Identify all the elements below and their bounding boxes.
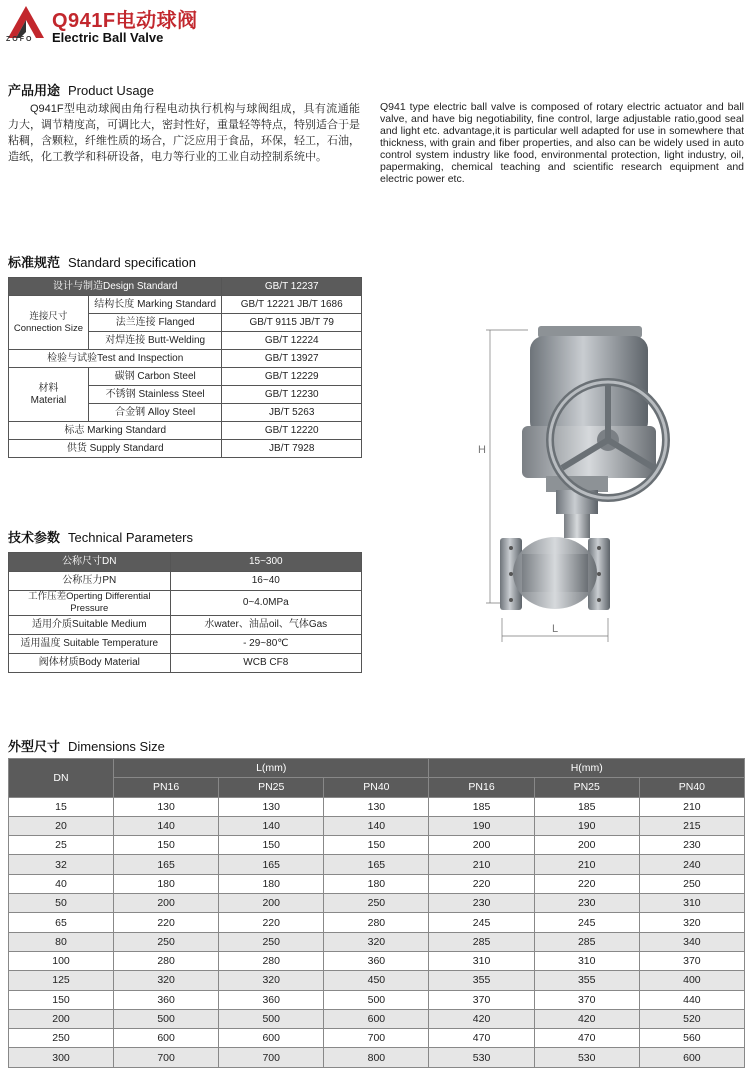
dimension-cell: 210 (429, 855, 534, 874)
test-value: GB/T 13927 (222, 350, 362, 368)
dimension-cell: 185 (534, 797, 639, 816)
dn-cell: 25 (9, 836, 114, 855)
table-row (9, 951, 745, 970)
tech-label: 公称压力PN (9, 572, 171, 591)
material-label: 材料 Material (9, 368, 89, 422)
dn-cell: 100 (9, 951, 114, 970)
usage-text-cn: Q941F型电动球阀由角行程电动执行机构与球阀组成，具有流通能力大，调节精度高，可调比大，密封性好，重量轻等特点，特别适合于是粘稠，含颗粒，纤维性质的场合，广泛应用于食品，环保，轻工，石油，造纸，化工教学和科研设备，电力等行业的工业自动控制系统中。 (8, 103, 360, 163)
dimensions-heading: 外型尺寸 Dimensions Size (8, 739, 165, 754)
dimension-cell: 245 (429, 913, 534, 932)
dimension-cell: 220 (429, 874, 534, 893)
tech-value: 水water、油品oil、气体Gas (170, 616, 361, 635)
conn-row-value: GB/T 12221 JB/T 1686 (222, 296, 362, 314)
dimension-cell: 245 (534, 913, 639, 932)
dimension-cell: 130 (219, 797, 324, 816)
dimension-cell: 530 (429, 1048, 534, 1067)
dimension-cell: 215 (639, 816, 744, 835)
dimension-cell: 165 (219, 855, 324, 874)
dimension-cell: 140 (114, 816, 219, 835)
dn-cell: 15 (9, 797, 114, 816)
table-row (9, 816, 745, 835)
table-row (9, 654, 362, 673)
dimension-cell: 150 (114, 836, 219, 855)
dimension-cell: 285 (429, 932, 534, 951)
dimension-cell: 140 (324, 816, 429, 835)
table-row (9, 1048, 745, 1067)
dimension-cell: 130 (114, 797, 219, 816)
table-row (9, 797, 745, 816)
dimension-cell: 210 (639, 797, 744, 816)
dimension-cell: 420 (534, 1009, 639, 1028)
dn-cell: 300 (9, 1048, 114, 1067)
dimension-cell: 700 (114, 1048, 219, 1067)
dn-cell: 200 (9, 1009, 114, 1028)
tech-label: 适用温度 Suitable Temperature (9, 635, 171, 654)
dimension-cell: 310 (534, 951, 639, 970)
dimension-cell: 230 (534, 894, 639, 913)
table-row (9, 296, 362, 314)
dimension-cell: 600 (324, 1009, 429, 1028)
table-row (9, 913, 745, 932)
dimension-cell: 320 (219, 971, 324, 990)
tech-value: WCB CF8 (170, 654, 361, 673)
dimension-cell: 165 (114, 855, 219, 874)
dimension-cell: 500 (324, 990, 429, 1009)
dimension-cell: 360 (114, 990, 219, 1009)
page-subtitle: Electric Ball Valve (52, 30, 164, 45)
table-row (9, 855, 745, 874)
dimension-cell: 310 (639, 894, 744, 913)
standard-table (8, 277, 362, 458)
dimension-cell: 560 (639, 1029, 744, 1048)
dimension-cell: 130 (324, 797, 429, 816)
standard-heading: 标准规范 Standard specification (8, 255, 196, 270)
dimension-cell: 185 (429, 797, 534, 816)
dimension-cell: 370 (429, 990, 534, 1009)
material-row-value: GB/T 12230 (222, 386, 362, 404)
tech-value: 15~300 (170, 553, 361, 572)
tech-value: 0~4.0MPa (170, 591, 361, 616)
dimension-cell: 340 (639, 932, 744, 951)
dimension-cell: 190 (534, 816, 639, 835)
dimension-cell: 600 (219, 1029, 324, 1048)
dimension-cell: 370 (534, 990, 639, 1009)
dimension-cell: 180 (114, 874, 219, 893)
dimension-cell: 310 (429, 951, 534, 970)
dimension-cell: 500 (114, 1009, 219, 1028)
conn-row-value: GB/T 12224 (222, 332, 362, 350)
dimension-cell: 355 (534, 971, 639, 990)
supply-label: 供货 Supply Standard (9, 440, 222, 458)
dimension-cell: 220 (219, 913, 324, 932)
dimension-cell: 600 (639, 1048, 744, 1067)
dimensions-table (8, 758, 745, 1068)
conn-label: 连接尺寸 Connection Size (9, 296, 89, 350)
table-subheader-row (9, 778, 745, 797)
tech-value: 16~40 (170, 572, 361, 591)
tech-label: 公称尺寸DN (9, 553, 171, 572)
dimension-cell: 200 (534, 836, 639, 855)
dimension-cell: 370 (639, 951, 744, 970)
dimension-cell: 165 (324, 855, 429, 874)
tech-label: 适用介质Suitable Medium (9, 616, 171, 635)
dimension-cell: 280 (219, 951, 324, 970)
material-row-label: 不锈钢 Stainless Steel (88, 386, 222, 404)
dimension-cell: 420 (429, 1009, 534, 1028)
table-row (9, 368, 362, 386)
material-row-value: GB/T 12229 (222, 368, 362, 386)
dimension-cell: 150 (219, 836, 324, 855)
table-row (9, 932, 745, 951)
dn-cell: 150 (9, 990, 114, 1009)
dimension-cell: 530 (534, 1048, 639, 1067)
dimension-cell: 320 (324, 932, 429, 951)
tech-label: 工作压差Operting Differential Pressure (9, 591, 171, 616)
conn-row-label: 法兰连接 Flanged (88, 314, 222, 332)
dimension-cell: 360 (219, 990, 324, 1009)
pn-header: PN25 (219, 778, 324, 797)
dimension-cell: 250 (114, 932, 219, 951)
dimension-cell: 320 (114, 971, 219, 990)
dimension-cell: 250 (324, 894, 429, 913)
mark-label: 标志 Marking Standard (9, 422, 222, 440)
dimension-cell: 500 (219, 1009, 324, 1028)
table-row (9, 990, 745, 1009)
dimension-cell: 220 (534, 874, 639, 893)
pn-header: PN40 (639, 778, 744, 797)
dimension-cell: 220 (114, 913, 219, 932)
dimension-cell: 700 (219, 1048, 324, 1067)
dimension-cell: 470 (534, 1029, 639, 1048)
table-row (9, 874, 745, 893)
conn-row-label: 对焊连接 Butt-Welding (88, 332, 222, 350)
dimension-cell: 800 (324, 1048, 429, 1067)
table-row (9, 553, 362, 572)
dimension-cell: 320 (639, 913, 744, 932)
material-row-label: 合金钢 Alloy Steel (88, 404, 222, 422)
l-dimension-label: L (552, 623, 559, 635)
tech-heading: 技术参数 Technical Parameters (8, 530, 194, 545)
dn-cell: 250 (9, 1029, 114, 1048)
table-row (9, 616, 362, 635)
tech-value: - 29~80℃ (170, 635, 361, 654)
h-dimension-label: H (478, 444, 486, 456)
dn-cell: 50 (9, 894, 114, 913)
material-row-value: JB/T 5263 (222, 404, 362, 422)
table-row (9, 422, 362, 440)
dimension-cell: 230 (429, 894, 534, 913)
dimension-cell: 140 (219, 816, 324, 835)
table-row (9, 1029, 745, 1048)
table-row (9, 635, 362, 654)
dimension-cell: 280 (324, 913, 429, 932)
dimension-cell: 470 (429, 1029, 534, 1048)
dimension-cell: 250 (639, 874, 744, 893)
dn-cell: 80 (9, 932, 114, 951)
dn-cell: 125 (9, 971, 114, 990)
pn-header: PN16 (429, 778, 534, 797)
test-label: 检验与试验Test and Inspection (9, 350, 222, 368)
dimension-cell: 400 (639, 971, 744, 990)
dimension-cell: 700 (324, 1029, 429, 1048)
h-header: H(mm) (429, 759, 745, 778)
dimension-cell: 600 (114, 1029, 219, 1048)
tech-label: 阀体材质Body Material (9, 654, 171, 673)
table-row (9, 894, 745, 913)
dimension-cell: 360 (324, 951, 429, 970)
pn-header: PN40 (324, 778, 429, 797)
table-row (9, 591, 362, 616)
dimension-cell: 200 (429, 836, 534, 855)
table-row (9, 350, 362, 368)
table-row (9, 1009, 745, 1028)
dn-cell: 40 (9, 874, 114, 893)
page-title: Q941F电动球阀 (52, 10, 198, 32)
dimension-cell: 520 (639, 1009, 744, 1028)
valve-drawing (460, 318, 750, 650)
table-row (9, 971, 745, 990)
pn-header: PN16 (114, 778, 219, 797)
dimension-cell: 210 (534, 855, 639, 874)
mark-value: GB/T 12220 (222, 422, 362, 440)
dimension-cell: 200 (114, 894, 219, 913)
l-header: L(mm) (114, 759, 429, 778)
table-row (9, 572, 362, 591)
dn-cell: 65 (9, 913, 114, 932)
dimension-cell: 150 (324, 836, 429, 855)
dimension-cell: 240 (639, 855, 744, 874)
table-row (9, 278, 362, 296)
conn-row-value: GB/T 9115 JB/T 79 (222, 314, 362, 332)
dn-cell: 20 (9, 816, 114, 835)
dimension-cell: 200 (219, 894, 324, 913)
table-header-row (9, 759, 745, 778)
pn-header: PN25 (534, 778, 639, 797)
usage-text-en: Q941 type electric ball valve is composed of rotary electric actuator and ball valve, and have big negotiability, fine control, large adjustable ratio,good seal and light etc. advantage,it is particular well adapted for use in somewhere that thickness, with grain and fiber properties, and also can be widely used in auto control system industry like food, environmental protection, light industry, oil, papermaking, chemical teaching and scientific research equipment and electric power etc. (380, 101, 744, 185)
dn-header: DN (9, 759, 114, 798)
dimension-cell: 180 (324, 874, 429, 893)
dimension-cell: 280 (114, 951, 219, 970)
dimension-cell: 440 (639, 990, 744, 1009)
dimension-cell: 180 (219, 874, 324, 893)
design-label: 设计与制造Design Standard (9, 278, 222, 296)
tech-table (8, 552, 362, 673)
brand-name: ZOFO (6, 36, 34, 43)
dimension-cell: 285 (534, 932, 639, 951)
dimension-cell: 355 (429, 971, 534, 990)
usage-heading: 产品用途 Product Usage (8, 83, 155, 98)
dimension-cell: 250 (219, 932, 324, 951)
dimension-cell: 230 (639, 836, 744, 855)
dn-cell: 32 (9, 855, 114, 874)
material-row-label: 碳钢 Carbon Steel (88, 368, 222, 386)
dimension-cell: 190 (429, 816, 534, 835)
table-row (9, 836, 745, 855)
dimension-cell: 450 (324, 971, 429, 990)
supply-value: JB/T 7928 (222, 440, 362, 458)
design-value: GB/T 12237 (222, 278, 362, 296)
conn-row-label: 结构长度 Marking Standard (88, 296, 222, 314)
table-row (9, 440, 362, 458)
